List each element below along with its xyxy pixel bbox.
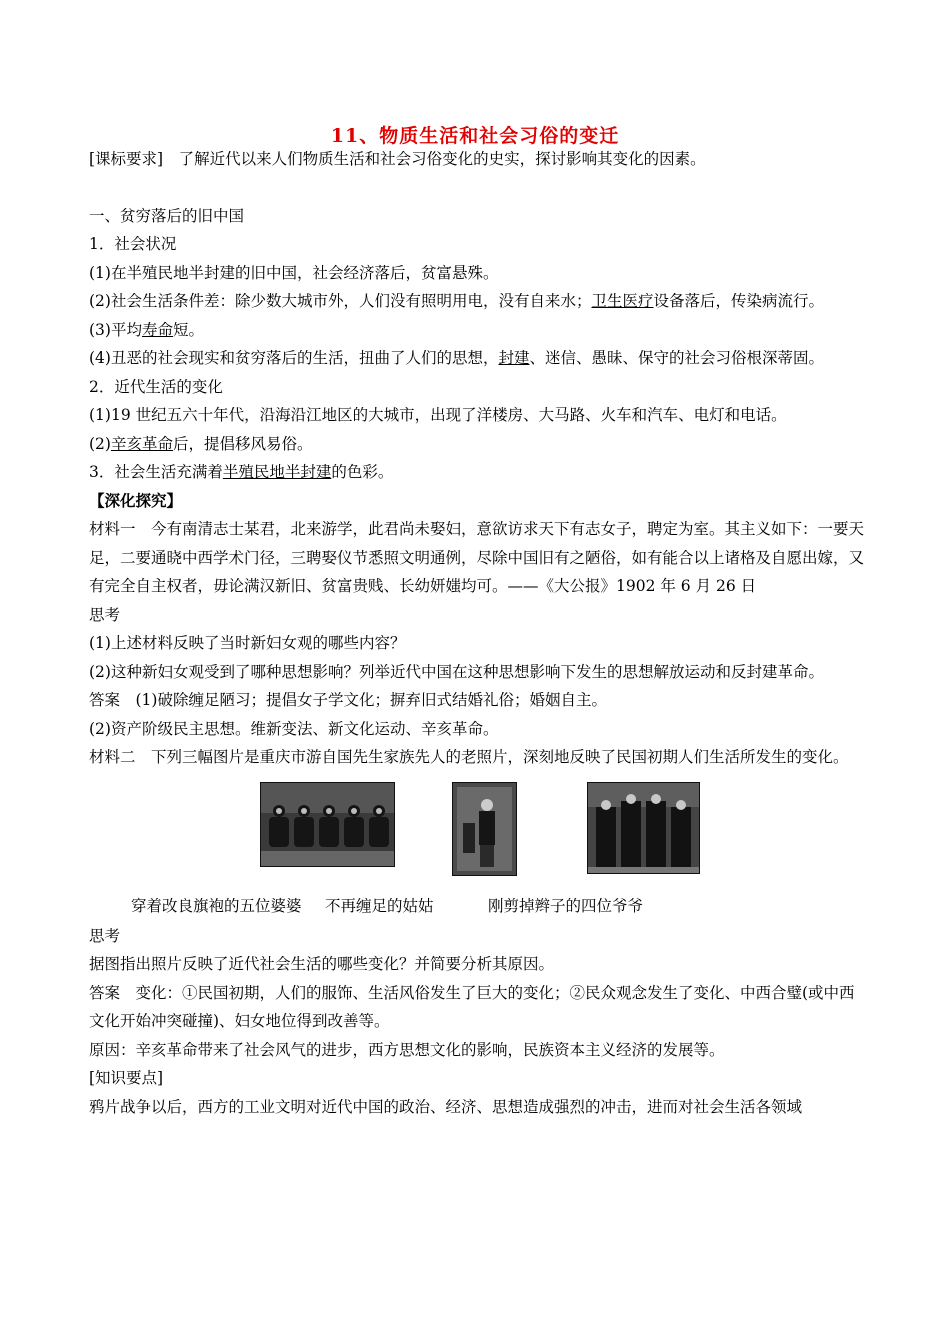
photo-four-grandfathers bbox=[587, 782, 700, 874]
underlined-term: 半殖民地半封建 bbox=[222, 463, 332, 481]
page-title: 11、物质生活和社会习俗的变迁 bbox=[330, 125, 620, 147]
answer: 答案 (1)破除缠足陋习；提倡女子学文化；摒弃旧式结婚礼俗；婚姻自主。 bbox=[89, 691, 607, 709]
subsection-title: 1．社会状况 bbox=[89, 235, 177, 253]
standard-label: [课标要求] bbox=[89, 150, 164, 168]
section-heading: 一、贫穷落后的旧中国 bbox=[89, 206, 245, 225]
underlined-term: 卫生医疗 bbox=[591, 292, 654, 310]
standard-text: 了解近代以来人们物质生活和社会习俗变化的史实，探讨影响其变化的因素。 bbox=[163, 150, 706, 168]
question: (1)上述材料反映了当时新妇女观的哪些内容？ bbox=[89, 634, 406, 652]
paragraph: (1)19 世纪五六十年代，沿海沿江地区的大城市，出现了洋楼房、大马路、火车和汽车、电灯和电话。 bbox=[89, 406, 787, 424]
photo-five-grandmothers bbox=[260, 782, 395, 867]
material-two: 材料二 下列三幅图片是重庆市游自国先生家族先人的老照片，深刻地反映了民国初期人们生活所发生的变化。 bbox=[89, 748, 849, 766]
paragraph: (2)社会生活条件差：除少数大城市外，人们没有照明用电，没有自来水；卫生医疗设备落后，传染病流行。 bbox=[89, 292, 824, 310]
caption-grandmothers: 穿着改良旗袍的五位婆婆 bbox=[131, 896, 302, 915]
photo-aunt bbox=[452, 782, 517, 876]
question: 据图指出照片反映了近代社会生活的哪些变化？并简要分析其原因。 bbox=[89, 955, 555, 973]
knowledge-heading: [知识要点] bbox=[89, 1069, 164, 1087]
explore-heading: 【深化探究】 bbox=[89, 490, 183, 510]
paragraph: 3．社会生活充满着半殖民地半封建的色彩。 bbox=[89, 463, 394, 481]
underlined-term: 寿命 bbox=[141, 320, 173, 339]
think-label: 思考 bbox=[89, 605, 121, 624]
answer: (2)资产阶级民主思想。维新变法、新文化运动、辛亥革命。 bbox=[89, 719, 499, 738]
paragraph: (3)平均寿命短。 bbox=[89, 320, 204, 339]
curriculum-standard bbox=[89, 145, 869, 174]
subsection-title: 2．近代生活的变化 bbox=[89, 377, 223, 396]
answer: 原因：辛亥革命带来了社会风气的进步，西方思想文化的影响，民族资本主义经济的发展等。 bbox=[89, 1040, 725, 1059]
underlined-term: 辛亥革命 bbox=[110, 434, 173, 453]
material-one: 材料一 今有南清志士某君，北来游学，此君尚未娶妇，意欲访求天下有志女子，聘定为室。其主义如下：一要天足，二要通晓中西学术门径，三聘娶仪节悉照文明通例，尽除中国旧有之陋俗，如有能合以上诸格及自愿出嫁，又有完全自主权者，毋论满汉新旧、贫富贵贱、长幼妍媸均可。——《大公报》1902 年 6 月 26 日 bbox=[89, 520, 865, 595]
document-body bbox=[89, 145, 869, 1121]
paragraph: (1)在半殖民地半封建的旧中国，社会经济落后，贫富悬殊。 bbox=[89, 263, 499, 282]
question: (2)这种新妇女观受到了哪种思想影响？列举近代中国在这种思想影响下发生的思想解放运动和反封建革命。 bbox=[89, 662, 824, 681]
caption-aunt: 不再缠足的姑姑 bbox=[325, 896, 434, 915]
photo-captions bbox=[89, 892, 869, 922]
paragraph: 鸦片战争以后，西方的工业文明对近代中国的政治、经济、思想造成强烈的冲击，进而对社会生活各领域 bbox=[89, 1097, 803, 1116]
paragraph: (2)辛亥革命后，提倡移风易俗。 bbox=[89, 434, 313, 453]
underlined-term: 封建 bbox=[498, 349, 530, 367]
caption-grandfathers: 刚剪掉辫子的四位爷爷 bbox=[488, 896, 644, 915]
think-label: 思考 bbox=[89, 926, 121, 945]
answer: 答案 变化：①民国初期，人们的服饰、生活风俗发生了巨大的变化；②民众观念发生了变化、中西合璧(或中西文化开始冲突碰撞)、妇女地位得到改善等。 bbox=[89, 983, 855, 1030]
paragraph: (4)丑恶的社会现实和贫穷落后的生活，扭曲了人们的思想，封建、迷信、愚昧、保守的社会习俗根深蒂固。 bbox=[89, 349, 824, 367]
photo-row bbox=[89, 782, 869, 892]
